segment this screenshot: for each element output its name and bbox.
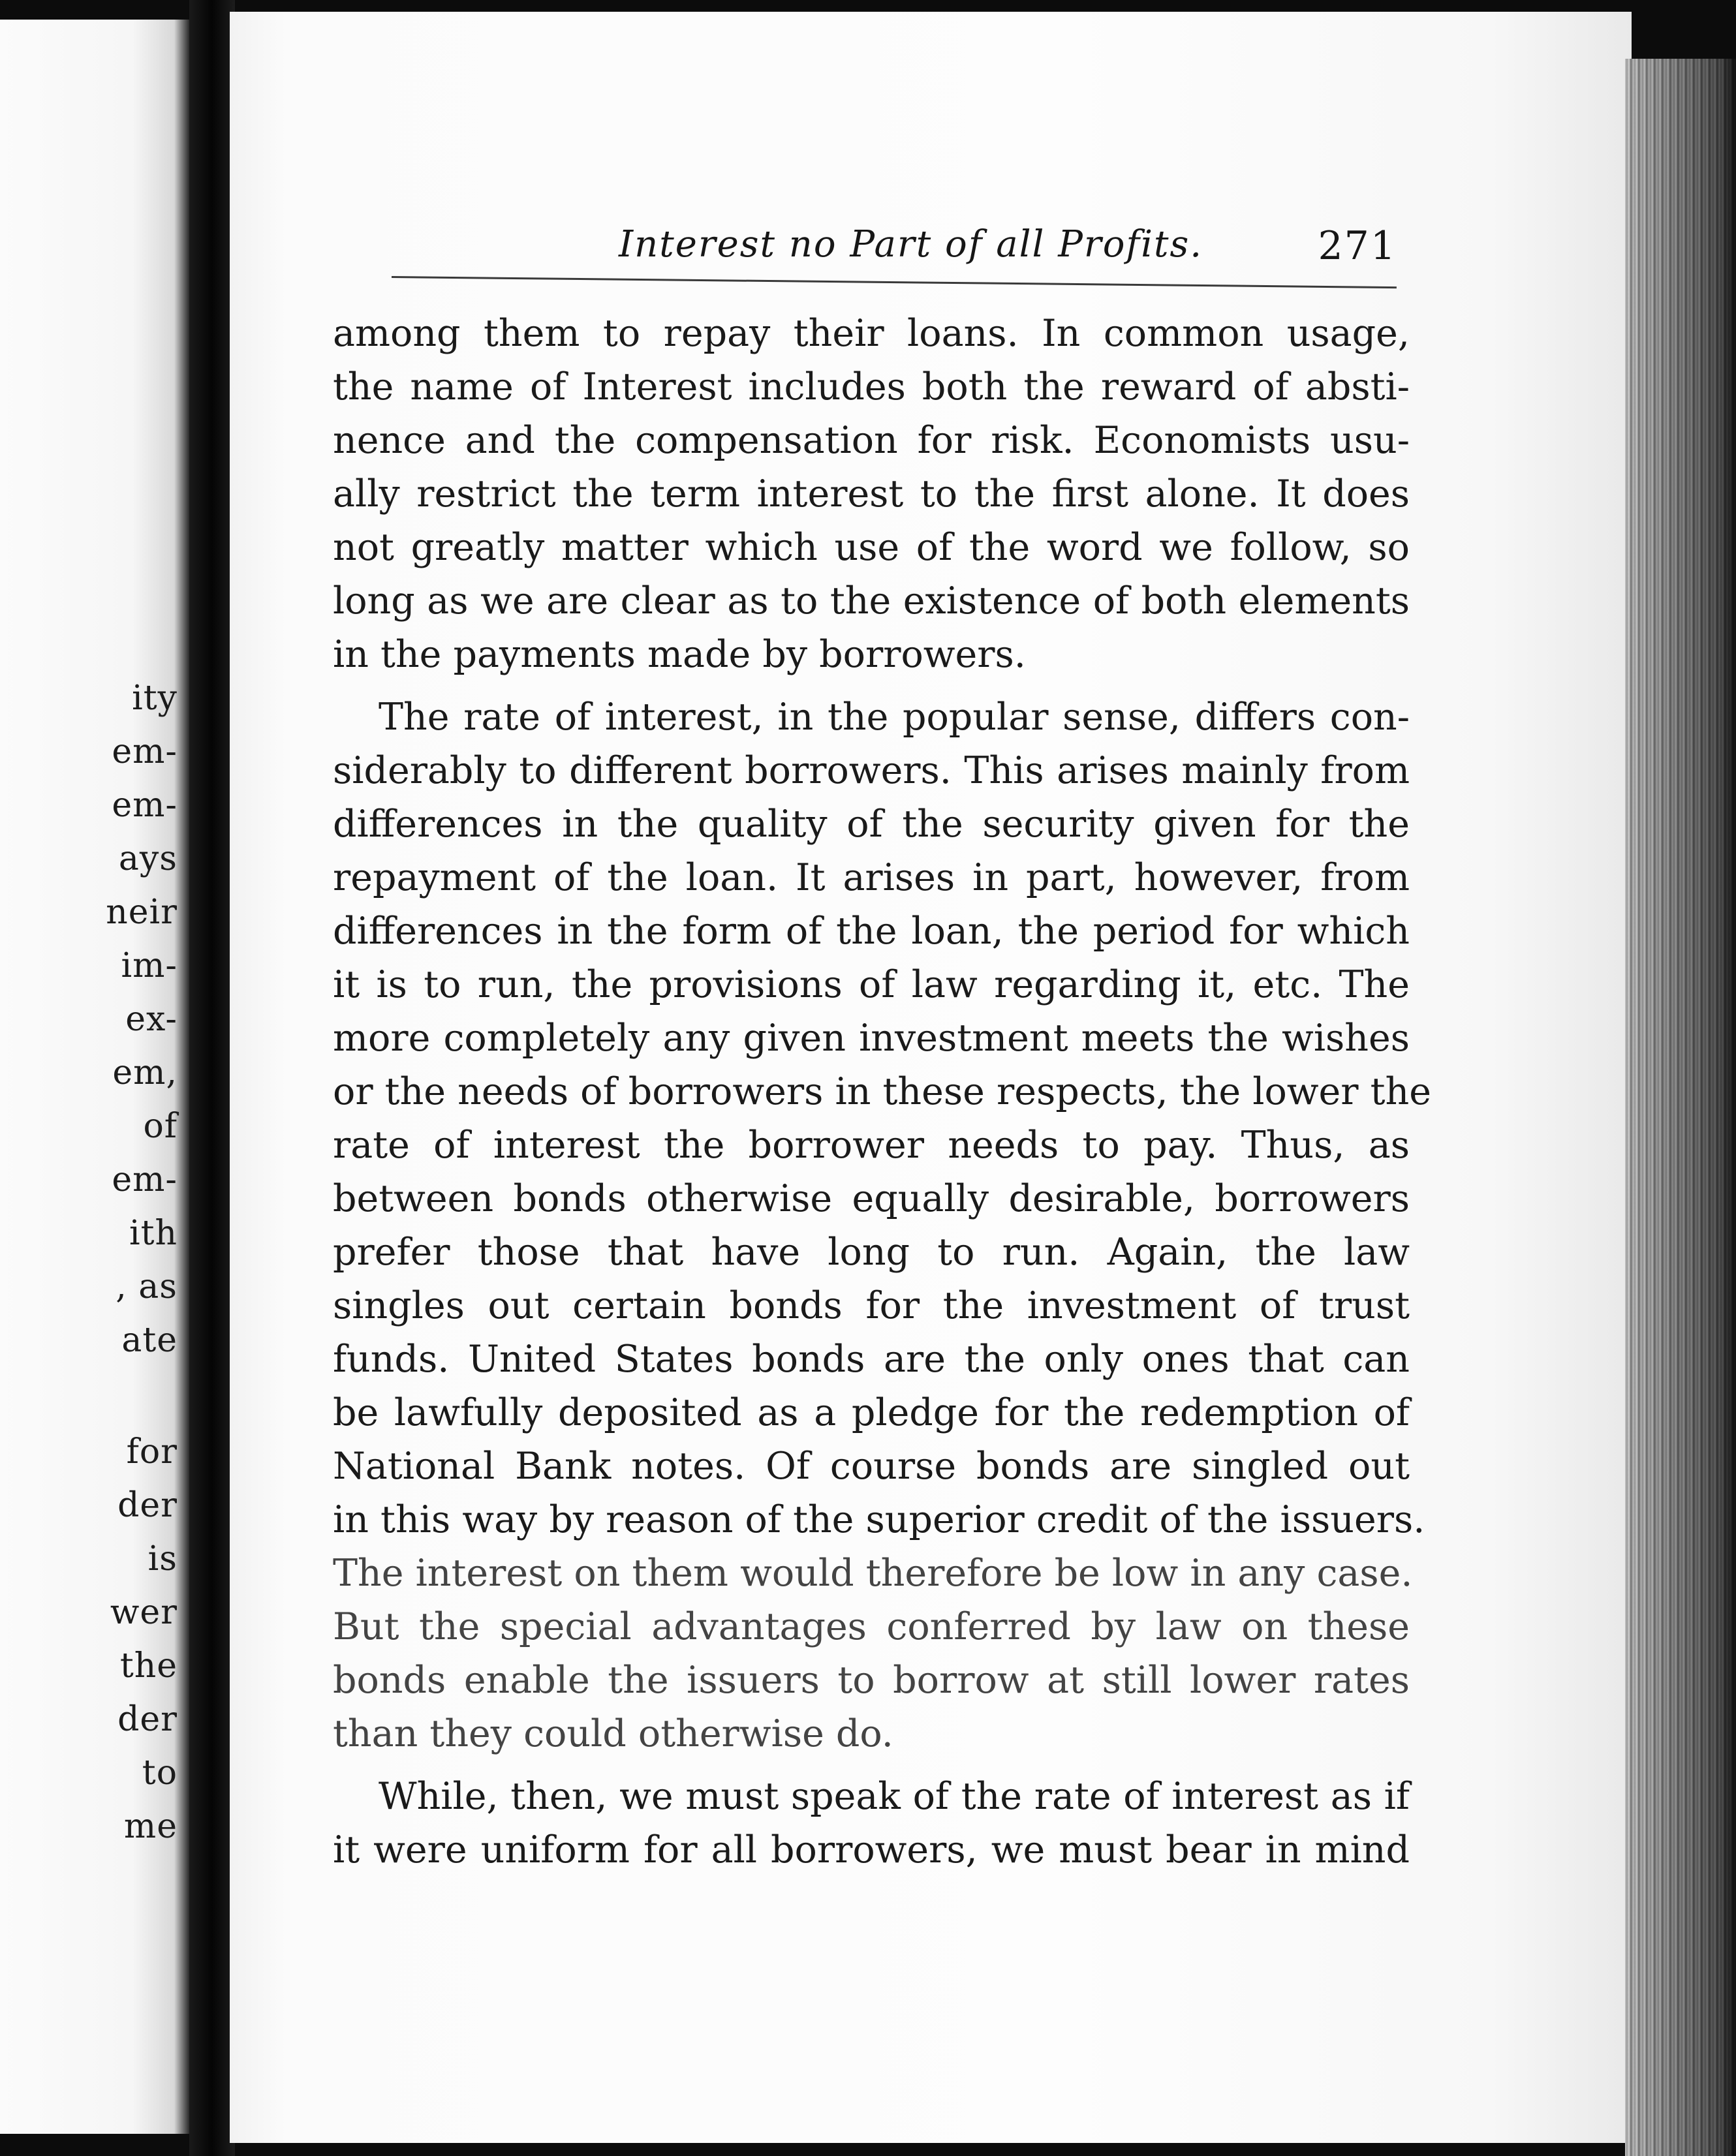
text-line: among them to repay their loans. In common usage, bbox=[333, 312, 1410, 355]
left-page-fragment: , as bbox=[116, 1267, 178, 1306]
left-page-fragment: der bbox=[117, 1486, 178, 1525]
left-page-fragment: ity bbox=[132, 679, 178, 718]
text-line: prefer those that have long to run. Again, the law bbox=[333, 1231, 1410, 1274]
previous-page-edge bbox=[0, 20, 189, 2134]
running-title: Interest no Part of all Profits. bbox=[619, 223, 1203, 266]
left-page-fragment: der bbox=[117, 1700, 178, 1739]
text-line: funds. United States bonds are the only ones that can bbox=[333, 1338, 1410, 1381]
book-gutter bbox=[189, 0, 235, 2156]
left-page-fragment: me bbox=[123, 1807, 178, 1846]
text-line: than they could otherwise do. bbox=[333, 1712, 893, 1755]
text-line: in the payments made by borrowers. bbox=[333, 633, 1026, 676]
text-line: between bonds otherwise equally desirable, borrowers bbox=[333, 1177, 1410, 1220]
left-page-fragment: ith bbox=[129, 1214, 178, 1253]
text-line: it is to run, the provisions of law regarding it, etc. The bbox=[333, 963, 1410, 1006]
page-number: 271 bbox=[1318, 223, 1397, 269]
left-page-fragment: ex- bbox=[125, 1000, 178, 1039]
text-line: more completely any given investment meets the wishes bbox=[333, 1017, 1410, 1060]
text-line: rate of interest the borrower needs to pay. Thus, as bbox=[333, 1124, 1410, 1167]
text-line: The rate of interest, in the popular sense, differs con- bbox=[379, 696, 1410, 739]
page-stack-edges bbox=[1625, 59, 1736, 2156]
text-line: repayment of the loan. It arises in part, however, from bbox=[333, 856, 1410, 899]
left-page-fragment: em- bbox=[112, 1160, 178, 1199]
text-line: differences in the quality of the security given for the bbox=[333, 803, 1410, 846]
left-page-fragment: ays bbox=[118, 839, 178, 878]
left-page-fragment: em- bbox=[112, 732, 178, 771]
left-page-fragment: wer bbox=[110, 1593, 178, 1632]
text-line: not greatly matter which use of the word we follow, so bbox=[333, 526, 1410, 569]
left-page-fragment: em, bbox=[112, 1053, 178, 1092]
text-line: While, then, we must speak of the rate of interest as if bbox=[379, 1775, 1410, 1818]
left-page-fragment: ate bbox=[121, 1321, 178, 1360]
left-page-fragment: is bbox=[147, 1539, 178, 1578]
text-line: the name of Interest includes both the reward of absti- bbox=[333, 365, 1410, 408]
text-line: be lawfully deposited as a pledge for the redemption of bbox=[333, 1391, 1410, 1434]
left-page-fragment: em- bbox=[112, 786, 178, 825]
text-line: differences in the form of the loan, the period for which bbox=[333, 910, 1410, 953]
text-line: National Bank notes. Of course bonds are singled out bbox=[333, 1445, 1410, 1488]
text-line: nence and the compensation for risk. Economists usu- bbox=[333, 419, 1410, 462]
text-line: or the needs of borrowers in these respects, the lower the bbox=[333, 1070, 1432, 1113]
left-page-fragment: the bbox=[119, 1646, 178, 1686]
text-line: ally restrict the term interest to the first alone. It does bbox=[333, 472, 1410, 516]
left-page-fragment: im- bbox=[121, 946, 178, 985]
left-page-fragment: of bbox=[143, 1107, 178, 1146]
text-line: But the special advantages conferred by law on these bbox=[333, 1605, 1410, 1648]
left-page-fragment: neir bbox=[106, 893, 178, 932]
text-line: siderably to different borrowers. This arises mainly from bbox=[333, 749, 1410, 792]
left-page-fragment: to bbox=[142, 1753, 178, 1793]
page-header bbox=[607, 223, 1397, 275]
left-page-fragment: for bbox=[126, 1432, 178, 1471]
text-line: long as we are clear as to the existence of both elements bbox=[333, 579, 1410, 623]
body-text bbox=[333, 307, 1432, 1877]
text-line: The interest on them would therefore be low in any case. bbox=[333, 1552, 1413, 1595]
text-line: bonds enable the issuers to borrow at still lower rates bbox=[333, 1659, 1410, 1702]
text-line: it were uniform for all borrowers, we must bear in mind bbox=[333, 1828, 1410, 1871]
text-line: in this way by reason of the superior credit of the issuers. bbox=[333, 1498, 1425, 1541]
text-line: singles out certain bonds for the investment of trust bbox=[333, 1284, 1410, 1327]
